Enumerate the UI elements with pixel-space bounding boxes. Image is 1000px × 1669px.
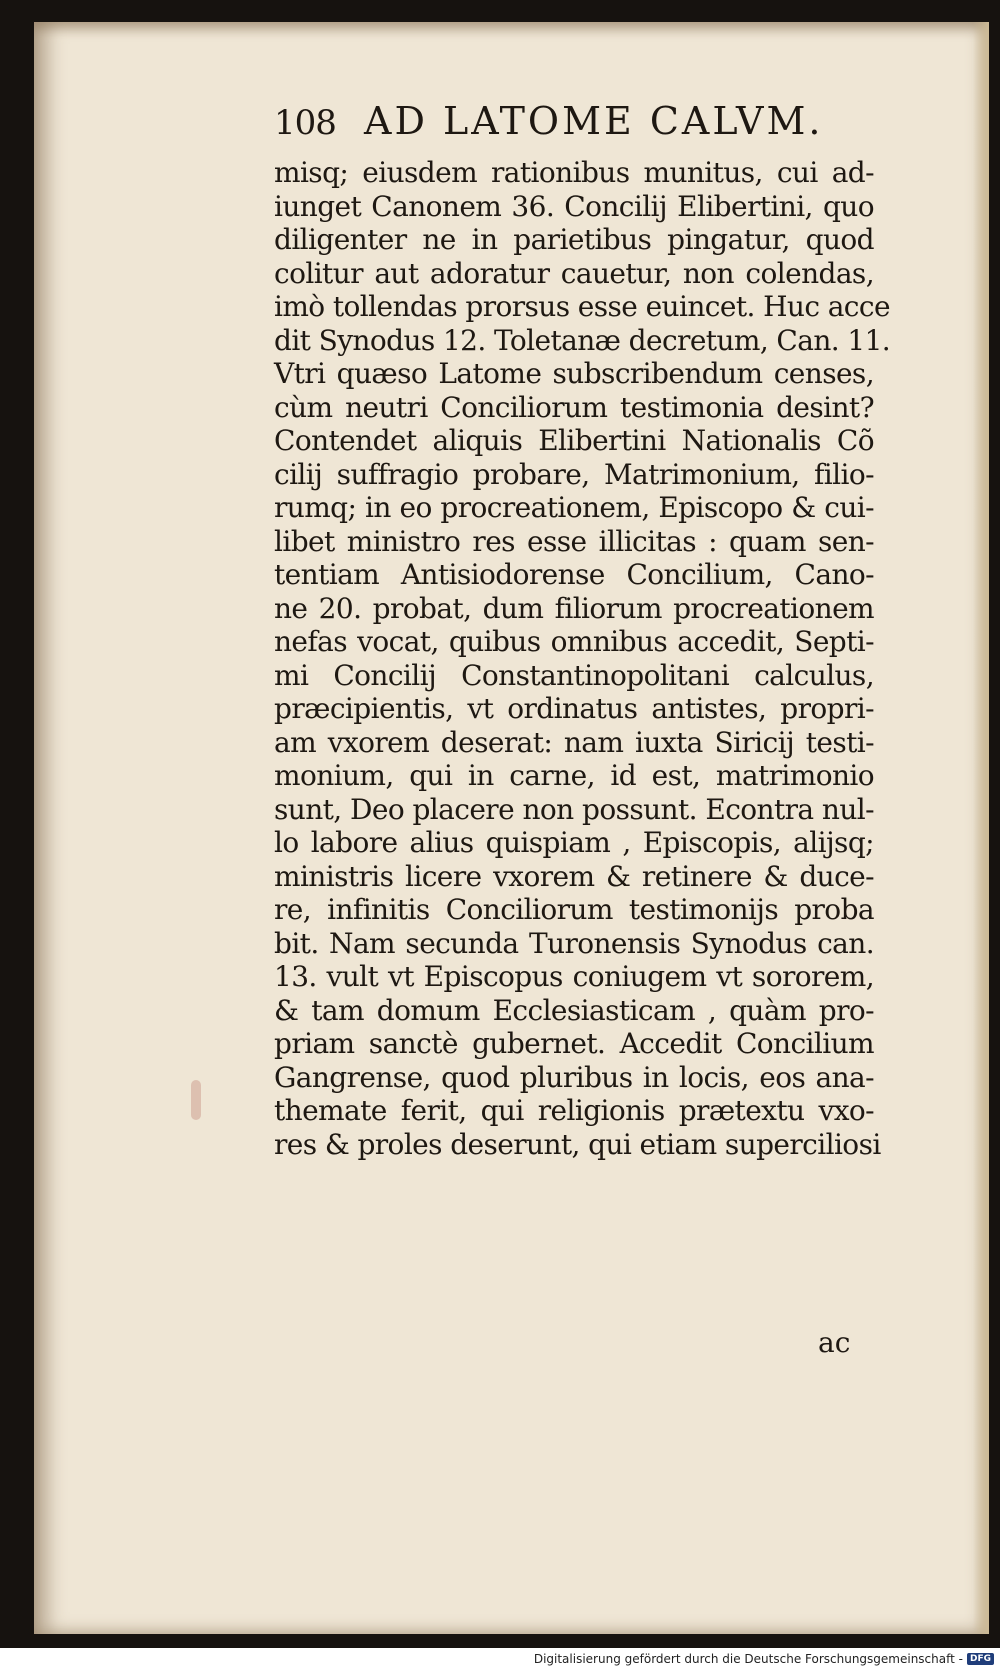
text-line: lo labore alius quispiam , Episcopis, alijsq; bbox=[274, 826, 874, 859]
text-line: nefas vocat, quibus omnibus accedit, Septi- bbox=[274, 625, 874, 658]
running-head: AD LATOME CALVM. bbox=[364, 99, 824, 143]
text-line: tentiam Antisiodorense Concilium, Cano- bbox=[274, 558, 874, 591]
text-line: ministris licere vxorem & retinere & duce- bbox=[274, 859, 874, 893]
text-line: imò tollendas prorsus esse euincet. Huc acce bbox=[274, 290, 890, 323]
text-line: & tam domum Ecclesiasticam , quàm pro- bbox=[274, 993, 874, 1027]
text-line: Vtri quæso Latome subscribendum censes, bbox=[274, 357, 874, 390]
text-line: colitur aut adoratur cauetur, non colendas, bbox=[274, 256, 874, 290]
text-line: libet ministro res esse illicitas : quam sen- bbox=[274, 524, 874, 558]
text-line: iunget Canonem 36. Concilij Elibertini, quo bbox=[274, 189, 874, 223]
page-number: 108 bbox=[274, 103, 336, 143]
text-line: ne 20. probat, dum filiorum procreationem bbox=[274, 591, 874, 625]
digitization-credit bbox=[534, 1650, 994, 1667]
text-line: priam sanctè gubernet. Accedit Concilium bbox=[274, 1027, 874, 1060]
text-line: am vxorem deserat: nam iuxta Siricij testi- bbox=[274, 725, 874, 759]
text-line: bit. Nam secunda Turonensis Synodus can. bbox=[274, 926, 874, 960]
text-line: dit Synodus 12. Toletanæ decretum, Can. 11. bbox=[274, 323, 891, 357]
dfg-logo-icon: DFG bbox=[967, 1653, 994, 1665]
text-line: Gangrense, quod pluribus in locis, eos ana- bbox=[274, 1060, 874, 1094]
text-line: 13. vult vt Episcopus coniugem vt sororem, bbox=[274, 960, 874, 993]
paper-stain bbox=[191, 1080, 201, 1120]
text-line: res & proles deserunt, qui etiam superciliosi bbox=[274, 1127, 881, 1161]
catchword: ac bbox=[818, 1326, 851, 1359]
text-line: Contendet aliquis Elibertini Nationalis Cõ bbox=[274, 424, 874, 457]
text-line: sunt, Deo placere non possunt. Econtra nul- bbox=[274, 792, 874, 826]
text-line: præcipientis, vt ordinatus antistes, propri- bbox=[274, 692, 874, 725]
page-header bbox=[274, 93, 854, 153]
text-body bbox=[274, 156, 891, 1161]
text-line: cùm neutri Conciliorum testimonia desint? bbox=[274, 390, 874, 424]
text-line: mi Concilij Constantinopolitani calculus, bbox=[274, 658, 874, 692]
text-line: rumq; in eo procreationem, Episcopo & cui- bbox=[274, 491, 874, 524]
credit-text: Digitalisierung gefördert durch die Deutsche Forschungsgemeinschaft - bbox=[533, 1651, 963, 1666]
text-line: re, infinitis Conciliorum testimonijs proba bbox=[274, 893, 874, 926]
text-line: cilij suffragio probare, Matrimonium, filio- bbox=[274, 457, 874, 491]
text-line: themate ferit, qui religionis prætextu vxo- bbox=[274, 1094, 874, 1127]
text-line: misq; eiusdem rationibus munitus, cui ad- bbox=[274, 156, 874, 189]
text-line: monium, qui in carne, id est, matrimonio bbox=[274, 759, 874, 792]
text-line: diligenter ne in parietibus pingatur, quod bbox=[274, 223, 874, 256]
